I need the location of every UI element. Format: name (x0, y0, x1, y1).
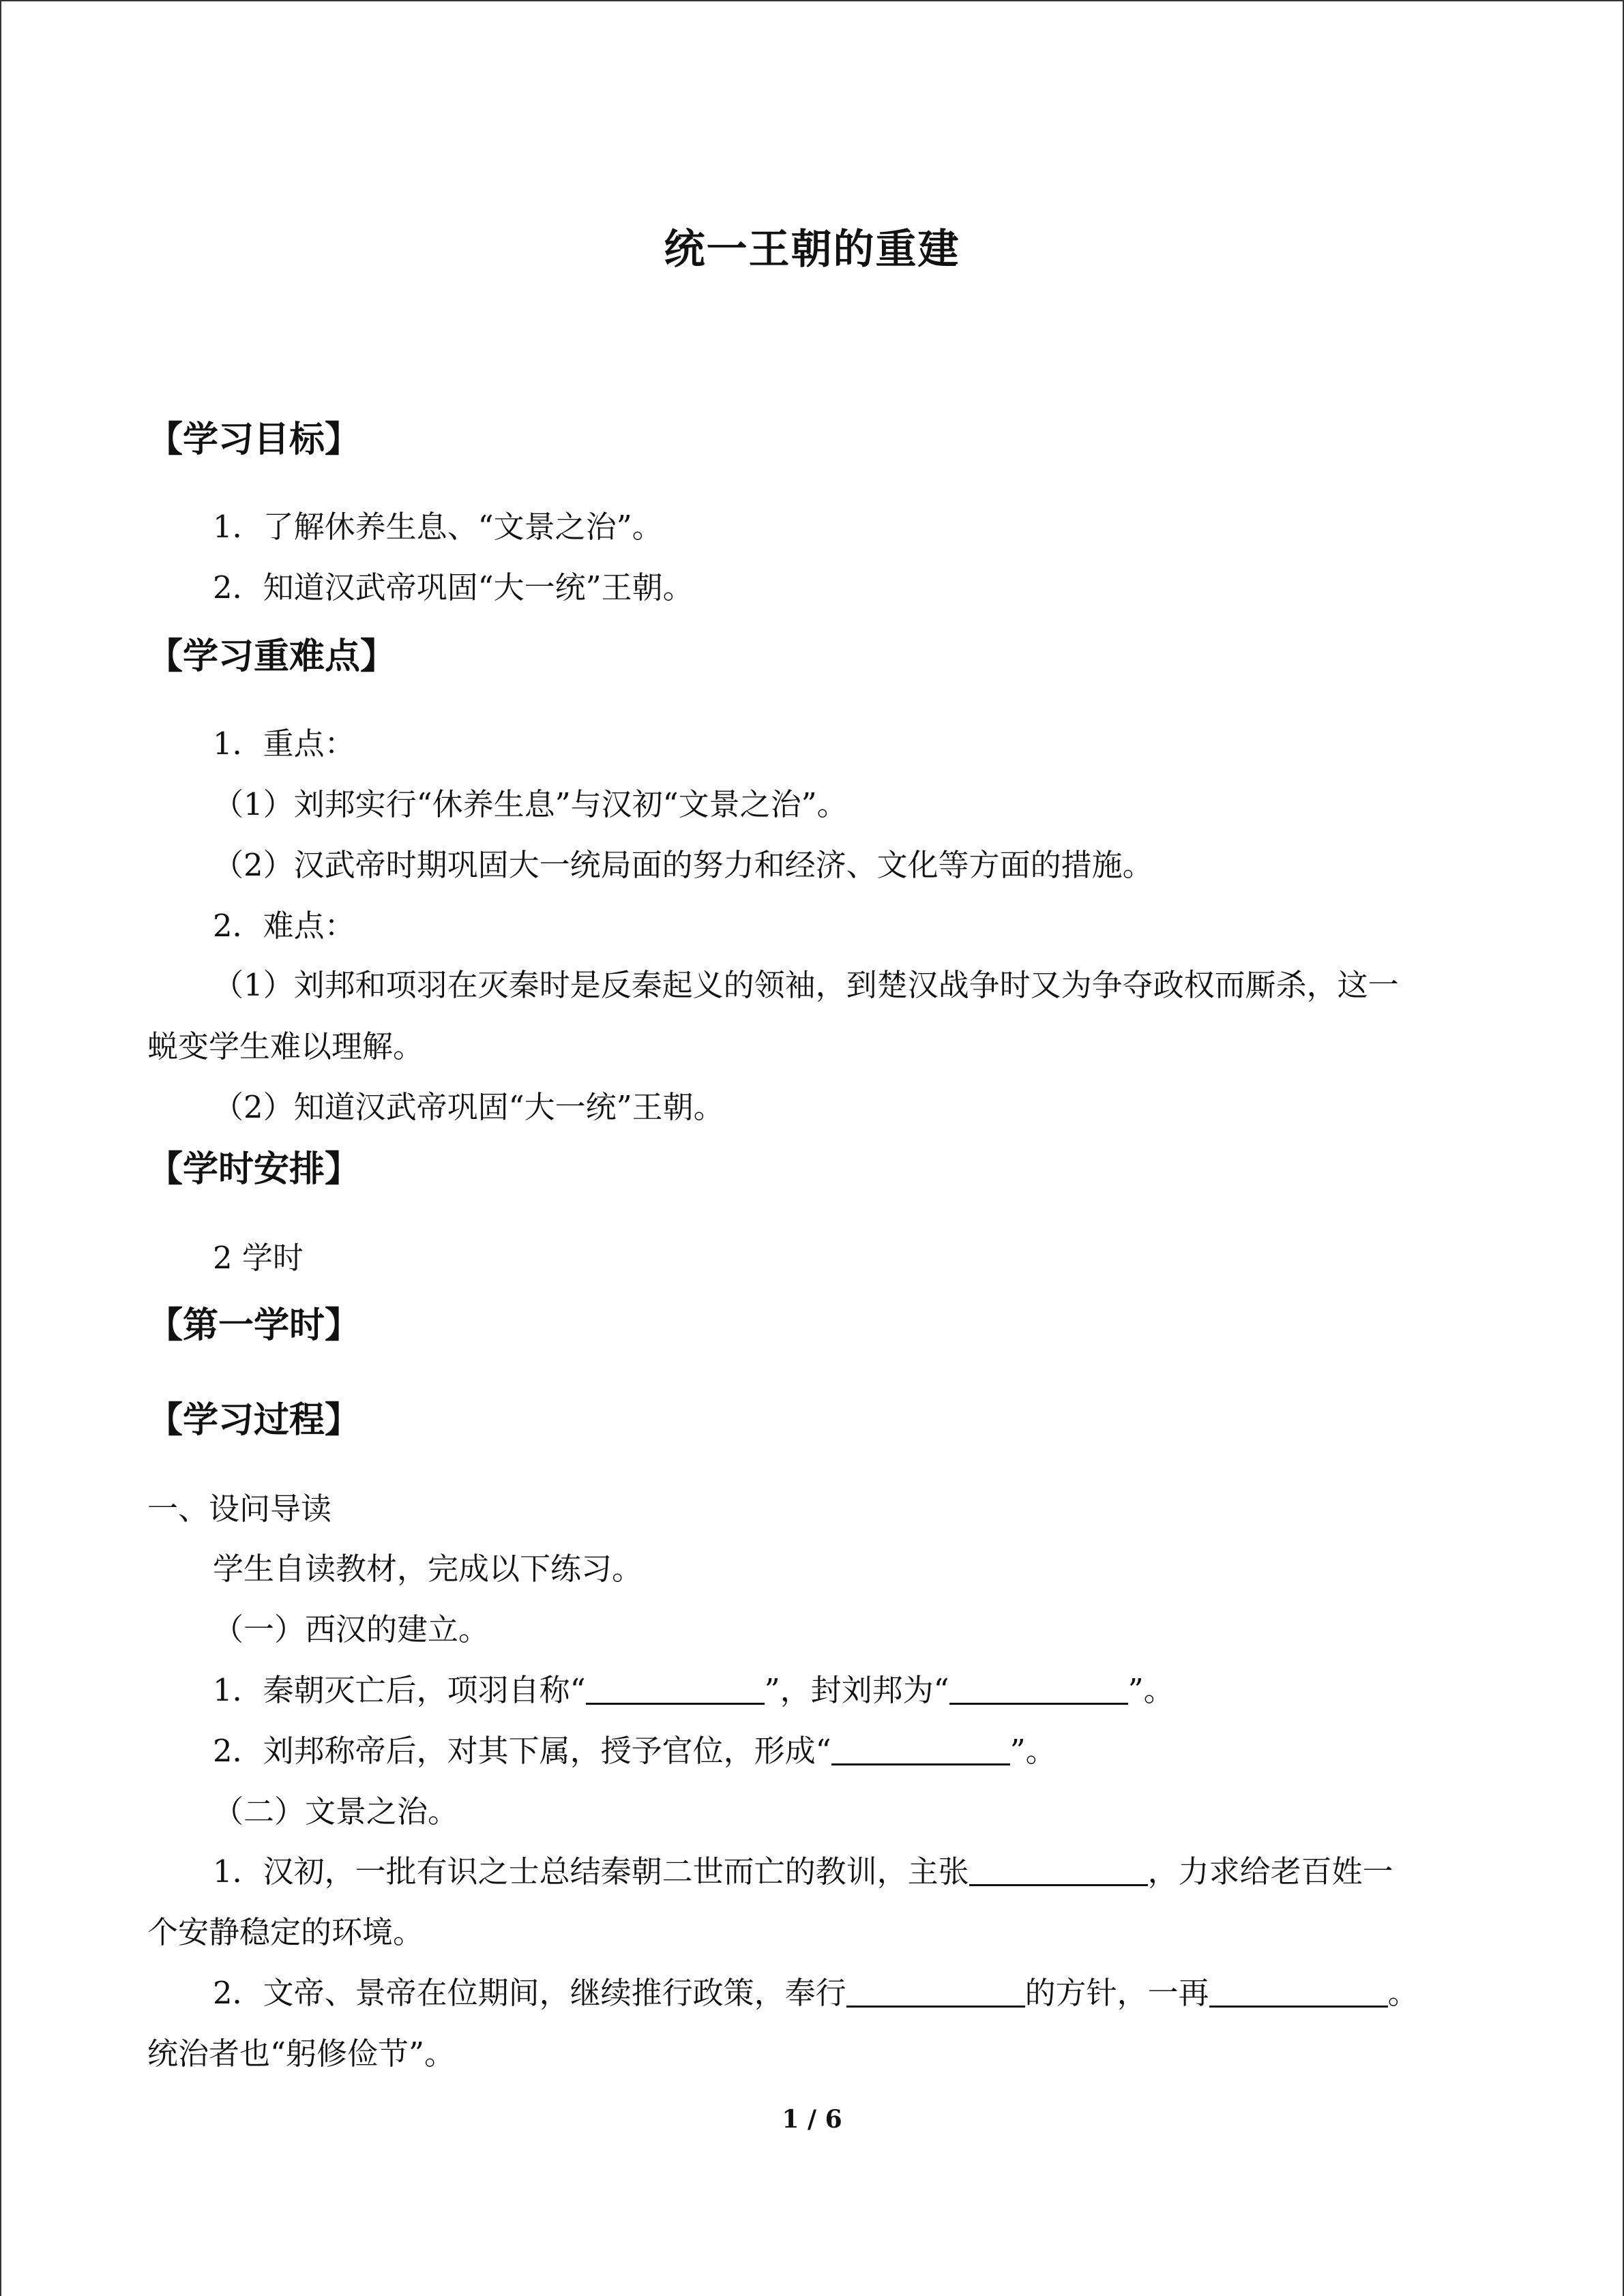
fill-blank[interactable] (586, 1670, 765, 1705)
question-2: 2．刘邦称帝后，对其下属，授予官位，形成“ ”。 (213, 1726, 1057, 1770)
subsection-2: （二）文景之治。 (213, 1793, 459, 1830)
heading-key-points: 【学习重难点】 (147, 636, 396, 677)
fill-blank[interactable] (831, 1731, 1010, 1765)
objective-1: 1．了解休养生息、“文景之治”。 (213, 509, 663, 545)
heading-schedule: 【学时安排】 (147, 1148, 361, 1190)
heading-first-period: 【第一学时】 (147, 1304, 361, 1346)
heading-process: 【学习过程】 (147, 1399, 361, 1441)
difficulty-1-line2: 蜕变学生难以理解。 (147, 1028, 424, 1064)
objective-2: 2．知道汉武帝巩固“大一统”王朝。 (213, 569, 694, 606)
question-3-line1: 1．汉初，一批有识之士总结秦朝二世而亡的教训，主张 ，力求给老百姓一 (213, 1847, 1393, 1891)
fill-blank[interactable] (846, 1973, 1025, 2008)
heading-objectives: 【学习目标】 (147, 419, 361, 460)
question-4-line1: 2．文帝、景帝在位期间，继续推行政策，奉行 的方针，一再 。 (213, 1968, 1419, 2012)
question-3-line2: 个安静稳定的环境。 (147, 1914, 424, 1950)
page-number: 1 / 6 (782, 2105, 842, 2134)
question-4-line2: 统治者也“躬修俭节”。 (147, 2036, 456, 2072)
key-point-1: （1）刘邦实行“休养生息”与汉初“文景之治”。 (213, 786, 848, 822)
key-label: 1．重点： (213, 726, 355, 762)
difficulty-1-line1: （1）刘邦和项羽在灭秦时是反秦起义的领袖，到楚汉战争时又为争夺政权而厮杀，这一 (213, 967, 1399, 1003)
document-title: 统一王朝的重建 (664, 226, 960, 273)
difficulty-label: 2．难点： (213, 908, 355, 944)
fill-blank[interactable] (969, 1851, 1148, 1886)
fill-blank[interactable] (949, 1670, 1128, 1705)
difficulty-2: （2）知道汉武帝巩固“大一统”王朝。 (213, 1089, 724, 1125)
key-point-2: （2）汉武帝时期巩固大一统局面的努力和经济、文化等方面的措施。 (213, 847, 1153, 883)
question-1: 1．秦朝灭亡后，项羽自称“ ”，封刘邦为“ ”。 (213, 1665, 1175, 1710)
fill-blank[interactable] (1209, 1973, 1388, 2008)
process-intro: 学生自读教材，完成以下练习。 (213, 1551, 643, 1587)
process-part-1: 一、设问导读 (147, 1491, 332, 1527)
subsection-1: （一）西汉的建立。 (213, 1611, 490, 1648)
schedule-text: 2 学时 (213, 1240, 304, 1276)
